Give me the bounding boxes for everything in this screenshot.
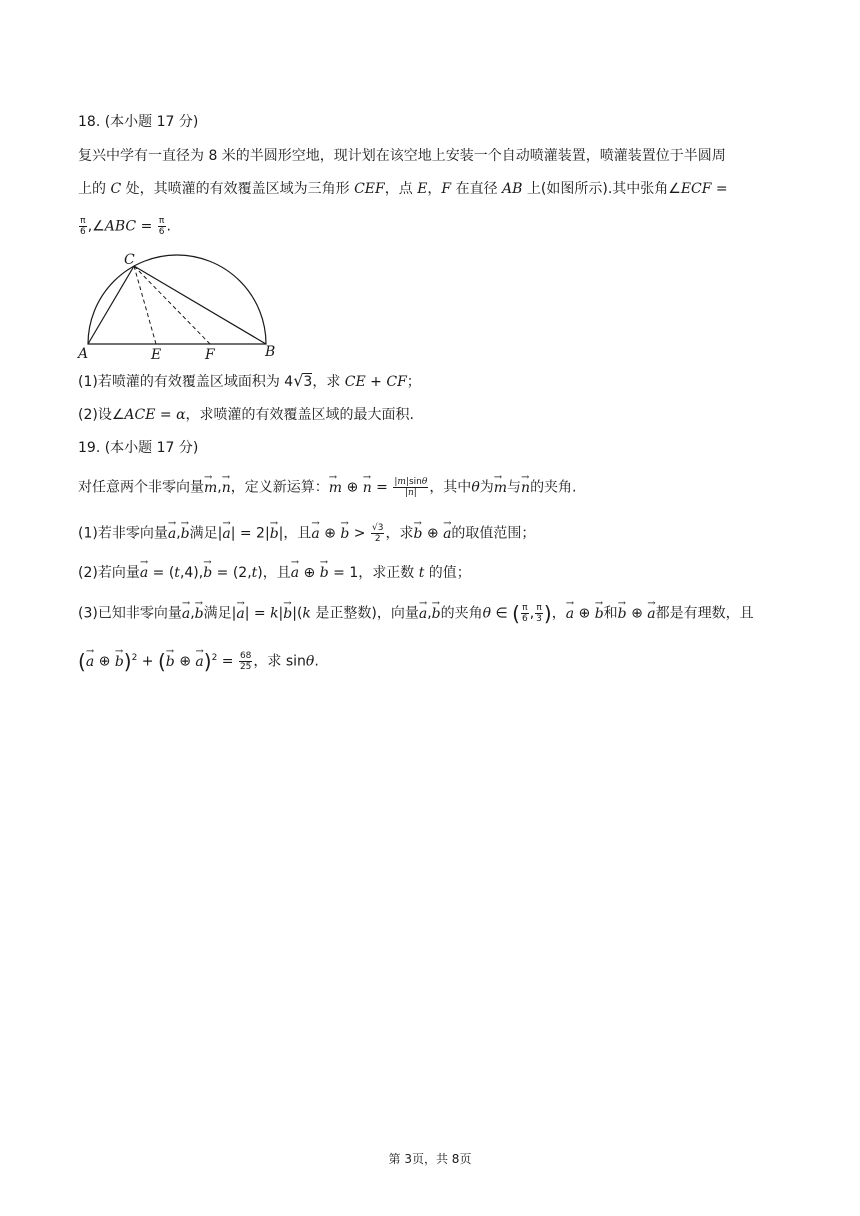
label-A: A [78, 346, 89, 362]
q19-part3-cont: (→ a ⊕ → b)$^2$ + (→ b ⊕ → a)$^2$ = $\frac{68}{25}$ ，求 sinθ. [78, 648, 319, 672]
q19-part3: (3)已知非零向量→ a,→ b满足|→ a| = k|→ b|(k 是正整数)，向量→ a,→ b的夹角θ ∈ ( $\frac{\pi}{6}$ , $\frac{\pi}{3}$ )，→ a ⊕ → b和→ b ⊕ → a都是有理数，且 [78, 603, 754, 624]
q18-part1: (1)若喷灌的有效覆盖区域面积为 4√3，求 CE + CF； [78, 371, 421, 390]
label-E: E [151, 347, 162, 363]
label-C: C [124, 252, 135, 268]
q18-line1: 复兴中学有一直径为 8 米的半圆形空地，现计划在该空地上安装一个自动喷灌装置，喷灌装置位于半圆周 [78, 148, 726, 164]
q18-line2: 上的 C 处，其喷灌的有效覆盖区域为三角形 CEF，点 E，F 在直径 AB 上(如图所示).其中张角∠ECF = [78, 181, 728, 197]
q19-heading: 19. (本小题 17 分) [78, 440, 199, 456]
semicircle-diagram [76, 248, 286, 364]
q18-heading: 18. (本小题 17 分) [78, 114, 199, 130]
page-footer: 第 3页，共 8页 [388, 1152, 472, 1166]
q18-line3: $\frac{\pi}{6}$ ,∠ABC = $\frac{\pi}{6}$ . [80, 216, 171, 237]
label-B: B [265, 344, 276, 360]
label-F: F [205, 347, 215, 363]
q19-part2: (2)若向量→ a = (t,4),→ b = (2,t)，且→ a ⊕ → b = 1，求正数 t 的值； [78, 563, 471, 583]
q19-intro: 对任意两个非零向量→ m,→ n，定义新运算：→ m ⊕ → n = $\frac{|m|\sin\theta}{|n|}$ ，其中θ为→ m与→ n的夹角. [78, 477, 577, 498]
q18-part2: (2)设∠ACE = α，求喷灌的有效覆盖区域的最大面积. [78, 407, 414, 423]
q19-part1: (1)若非零向量→ a,→ b满足|→ a| = 2|→ b|，且→ a ⊕ → b > $\frac{√3}{2}$ ，求→ b ⊕ → a的取值范围； [78, 523, 535, 544]
